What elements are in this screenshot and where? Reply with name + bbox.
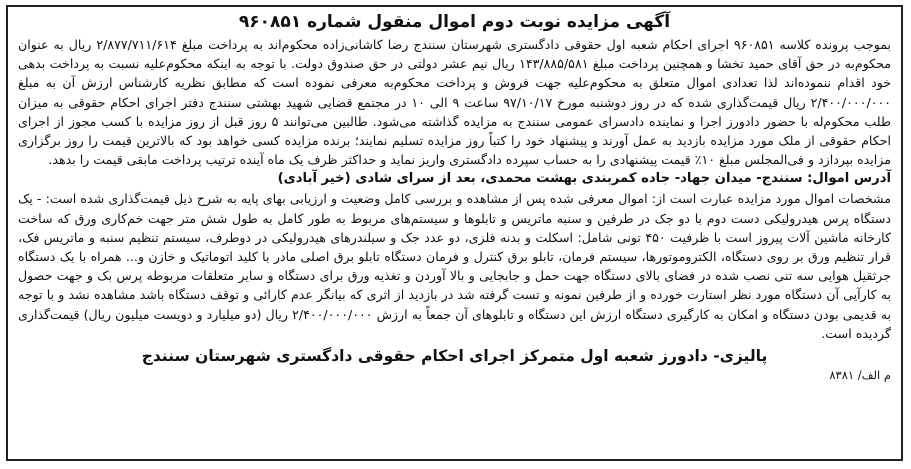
property-description: مشخصات اموال مورد مزایده عبارت است از: اموال معرفی شده پس از مشاهده و بررسی کامل وضعیت و ارزیابی بهای پایه به شرح ذیل قیمت‌گذاری شده است: - یک دستگاه پرس هیدرولیکی دست دوم با دو جک در طرفین و سنبه ماتریس و تابلوها و سیستم‌های مربوط به طور کامل به طول شش متر جهت خم‌کاری ورق که ساخت کارخانه ماشین آلات پیروز است با ظرفیت ۴۵۰ تونی شامل: اسکلت و بدنه فلزی، دو عدد جک و سیلندرهای هیدرولیکی در دوطرف، سیستم تنظیم سنبه و ماتریس فک، قرار تنظیم ورق بر روی دستگاه، الکتروموتورها، سیستم فرمان، تابلو برق کنترل و فرمان دستگاه تابلو برق اصلی مادر با کلید اتوماتیک و خازن و... همراه با یک دستگاه جرثقیل هوایی سه تنی نصب شده در فضای بالای دستگاه جهت حمل و جابجایی و بالا آوردن و تغذیه ورق برای دستگاه و سایر متعلقات مربوطه پرس بک و جهت حصول به کارآیی آن دستگاه مورد نظر استارت خورده و از طرفین نمونه و تست گرفته شد در بازدید از اثری که بیانگر عدم کارائی و توقف دستگاه باشد مشاهده نشد و با توجه به قدیمی بودن دستگاه و امکان به کارگیری دستگاه ارزش این دستگاه و تابلوهای آن جمعاً به ارزش ۲/۴۰۰/۰۰۰/۰۰۰ ریال (دو میلیارد و دویست میلیون ریال) قیمت‌گذاری گردیده است. <box>18 191 892 341</box>
signature-line: پالیزی- دادورز شعبه اول متمرکز اجرای احکام حقوقی دادگستری شهرستان سنندج <box>141 347 768 366</box>
notice-title: آگهی مزایده نوبت دوم اموال منقول شماره ۹۶۰۸۵۱ <box>238 12 671 32</box>
property-address: آدرس اموال: سنندج- میدان جهاد- جاده کمربندی بهشت محمدی، بعد از سرای شادی (خیر آبادی) <box>277 171 891 187</box>
auction-notice <box>6 5 903 461</box>
notice-body-paragraph: بموجب پرونده کلاسه ۹۶۰۸۵۱ اجرای احکام شعبه اول حقوقی دادگستری شهرستان سنندج رضا کاشانی‌زاده محکوم‌اند به پرداخت مبلغ ۲/۸۷۷/۷۱۱/۶۱۴ ریال به عنوان محکوم‌به در حق آقای حمید تخشا و همچنین پرداخت مبلغ ۱۴۳/۸۸۵/۵۸۱ ریال نیم عشر دولتی در حق صندوق دولت. با توجه به اینکه محکوم‌علیه نسبت به پرداخت بدهی خود اقدام ننموده‌اند لذا تعدادی اموال متعلق به محکوم‌علیه جهت فروش و پرداخت محکوم‌به معرفی نموده است که مطابق نظریه کارشناس ارزش آن به مبلغ ۲/۴۰۰/۰۰۰/۰۰۰ ریال قیمت‌گذاری شده که در روز دوشنبه مورخ ۹۷/۱۰/۱۷ ساعت ۹ الی ۱۰ در مجتمع قضایی شهید بهشتی سنندج دفتر اجرای احکام حقوقی به میزان طلب محکوم‌له با حضور دادورز اجرا و نماینده دادسرای عمومی سنندج به مزایده گذاشته می‌شود. طالبین می‌توانند ۵ روز قبل از روز مزایده با کسب مجوز از اجرای احکام حقوقی از ملک مورد مزایده بازدید به عمل آورند و پیشنهاد خود را کتباً روز مزایده تسلیم نمایند؛ برنده مزایده کسی خواهد بود که بالاترین قیمت را روز برگزاری مزایده بپردازد و فی‌المجلس مبلغ ۱۰٪ قیمت پیشنهادی را به حساب سپرده دادگستری واریز نماید و حداکثر ظرف یک ماه آینده ترتیب پرداخت مابقی قیمت را بدهد. <box>18 37 892 168</box>
reference-number: م الف/ ۸۳۸۱ <box>829 368 891 383</box>
